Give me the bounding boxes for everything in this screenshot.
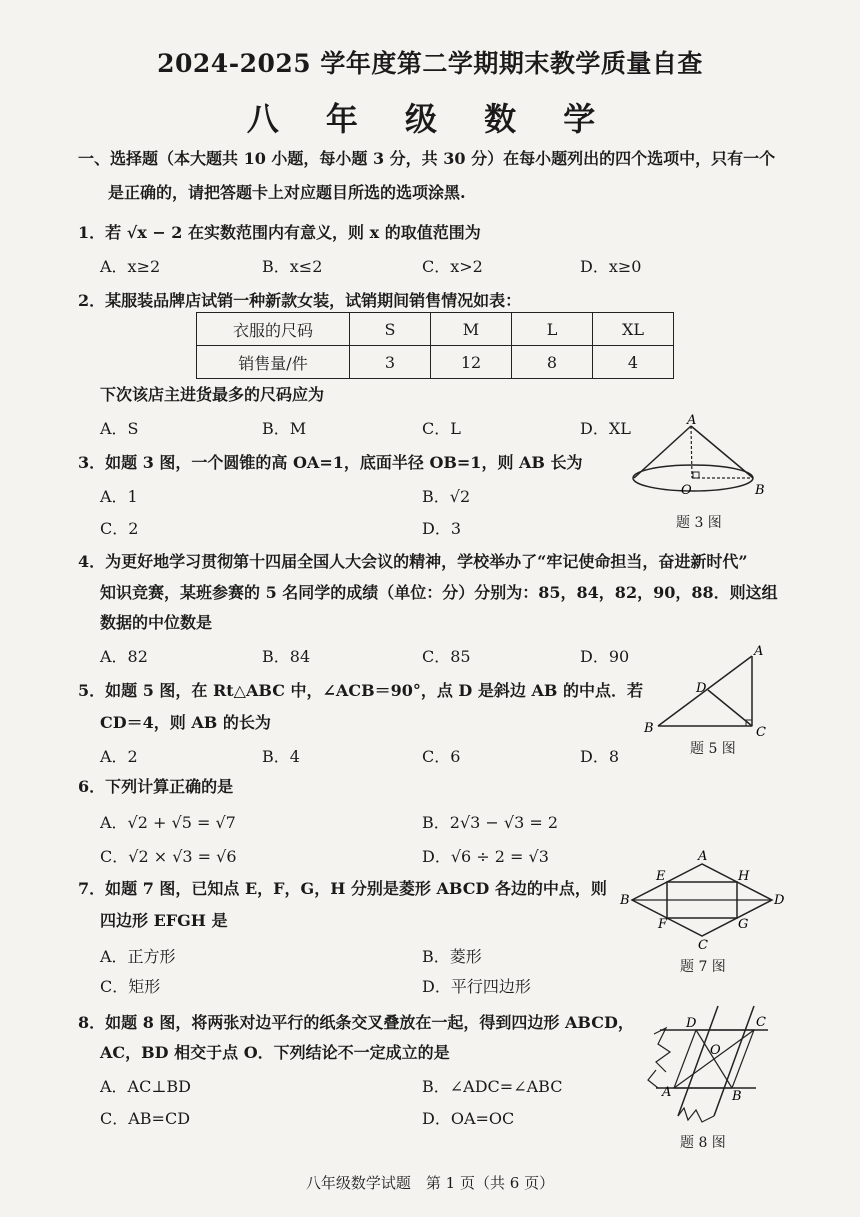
- rhombus-diagram: [618, 846, 788, 956]
- fig3-caption: 题 3 图: [676, 515, 722, 531]
- label-a: A: [698, 849, 708, 864]
- page-footer: 八年级数学试题 第 1 页（共 6 页）: [305, 1174, 555, 1192]
- table-cell: M: [431, 313, 512, 346]
- fig5-caption: 题 5 图: [690, 741, 736, 757]
- q6-option-a: A．√2 + √5 = √7: [100, 813, 236, 832]
- q8-option-c: C．AB=CD: [100, 1109, 191, 1128]
- q2-option-b: B．M: [262, 419, 307, 438]
- label-o: O: [681, 483, 692, 498]
- table-cell: XL: [593, 313, 674, 346]
- label-f: F: [658, 917, 668, 932]
- q5-option-d: D．8: [580, 747, 620, 766]
- q1-option-c: C．x>2: [422, 257, 483, 276]
- q4-line3: 数据的中位数是: [100, 613, 213, 632]
- label-d: D: [774, 893, 785, 908]
- q8-line1: 8．如题 8 图，将两张对边平行的纸条交叉叠放在一起，得到四边形 ABCD，: [78, 1013, 634, 1032]
- table-cell: 12: [431, 346, 512, 379]
- q2-follow: 下次该店主进货最多的尺码应为: [100, 385, 325, 404]
- q3-stem: 3．如题 3 图，一个圆锥的高 OA=1，底面半径 OB=1，则 AB 长为: [78, 453, 583, 472]
- table-row: [197, 346, 674, 379]
- q5-option-b: B．4: [262, 747, 300, 766]
- q6-option-d: D．√6 ÷ 2 = √3: [422, 847, 549, 866]
- table-row: [197, 313, 674, 346]
- q3-option-b: B．√2: [422, 487, 471, 506]
- table-cell: 8: [512, 346, 593, 379]
- label-c: C: [698, 938, 708, 953]
- q7-line1: 7．如题 7 图，已知点 E，F，G，H 分别是菱形 ABCD 各边的中点，则: [78, 879, 607, 898]
- q2-stem: 2．某服装品牌店试销一种新款女装，试销期间销售情况如表：: [78, 291, 522, 310]
- right-triangle-diagram: [638, 642, 778, 742]
- q5-line1: 5．如题 5 图，在 Rt△ABC 中，∠ACB＝90°，点 D 是斜边 AB 的中点．若: [78, 681, 643, 700]
- q5-option-a: A．2: [100, 747, 138, 766]
- q3-option-c: C．2: [100, 519, 139, 538]
- q1-option-d: D．x≥0: [580, 257, 642, 276]
- q2-option-a: A．S: [100, 419, 139, 438]
- label-a: A: [662, 1085, 672, 1100]
- table-cell: 4: [593, 346, 674, 379]
- label-c: C: [756, 1015, 766, 1030]
- q1-stem: 1．若 √x − 2 在实数范围内有意义，则 x 的取值范围为: [78, 223, 481, 242]
- q7-option-d: D．平行四边形: [422, 977, 531, 996]
- q6-stem: 6．下列计算正确的是: [78, 777, 234, 796]
- table-cell: L: [512, 313, 593, 346]
- cone-diagram: [626, 412, 776, 502]
- table-cell: 3: [350, 346, 431, 379]
- label-h: H: [738, 869, 750, 884]
- table-cell: S: [350, 313, 431, 346]
- label-b: B: [620, 893, 630, 908]
- table-cell: 衣服的尺码: [197, 313, 350, 346]
- q4-option-a: A．82: [100, 647, 148, 666]
- label-a: A: [687, 413, 697, 428]
- label-b: B: [755, 483, 765, 498]
- label-b: B: [644, 721, 654, 736]
- label-o: O: [710, 1043, 721, 1058]
- table-cell: 销售量/件: [197, 346, 350, 379]
- size-sales-table: [196, 312, 674, 379]
- q7-option-a: A．正方形: [100, 947, 176, 966]
- label-g: G: [738, 917, 749, 932]
- label-a: A: [754, 644, 764, 659]
- q4-option-b: B．84: [262, 647, 311, 666]
- subject-title: 八 年 级 数 学: [246, 100, 614, 138]
- q8-option-d: D．OA=OC: [422, 1109, 515, 1128]
- fig8-caption: 题 8 图: [680, 1135, 726, 1151]
- q8-option-b: B．∠ADC=∠ABC: [422, 1077, 563, 1096]
- exam-title: 2024-2025 学年度第二学期期末教学质量自查: [157, 49, 703, 78]
- q4-option-c: C．85: [422, 647, 471, 666]
- q8-line2: AC，BD 相交于点 O．下列结论不一定成立的是: [100, 1043, 450, 1062]
- q2-option-d: D．XL: [580, 419, 631, 438]
- q8-option-a: A．AC⊥BD: [100, 1077, 191, 1096]
- q3-option-d: D．3: [422, 519, 462, 538]
- fig7-caption: 题 7 图: [680, 959, 726, 975]
- q2-option-c: C．L: [422, 419, 461, 438]
- label-d: D: [696, 681, 707, 696]
- q7-option-c: C．矩形: [100, 977, 161, 996]
- q4-option-d: D．90: [580, 647, 630, 666]
- q6-option-c: C．√2 × √3 = √6: [100, 847, 237, 866]
- label-e: E: [656, 869, 666, 884]
- section-heading-line1: 一、选择题（本大题共 10 小题，每小题 3 分，共 30 分）在每小题列出的四个选项中，只有一个: [78, 149, 776, 168]
- q5-option-c: C．6: [422, 747, 461, 766]
- q1-option-a: A．x≥2: [100, 257, 161, 276]
- q7-option-b: B．菱形: [422, 947, 482, 966]
- label-c: C: [756, 725, 766, 740]
- q6-option-b: B．2√3 − √3 = 2: [422, 813, 559, 832]
- q3-option-a: A．1: [100, 487, 138, 506]
- q5-line2: CD＝4，则 AB 的长为: [100, 713, 271, 732]
- q7-line2: 四边形 EFGH 是: [100, 911, 228, 930]
- q4-line2: 知识竞赛，某班参赛的 5 名同学的成绩（单位：分）分别为：85，84，82，90，88．则这组: [100, 583, 778, 602]
- q4-line1: 4．为更好地学习贯彻第十四届全国人大会议的精神，学校举办了“牢记使命担当，奋进新时代”: [78, 552, 748, 571]
- label-d: D: [686, 1016, 697, 1031]
- section-heading-line2: 是正确的，请把答题卡上对应题目所选的选项涂黑.: [108, 183, 466, 202]
- paper-strips-diagram: [636, 1000, 776, 1130]
- label-b: B: [732, 1089, 742, 1104]
- q1-option-b: B．x≤2: [262, 257, 323, 276]
